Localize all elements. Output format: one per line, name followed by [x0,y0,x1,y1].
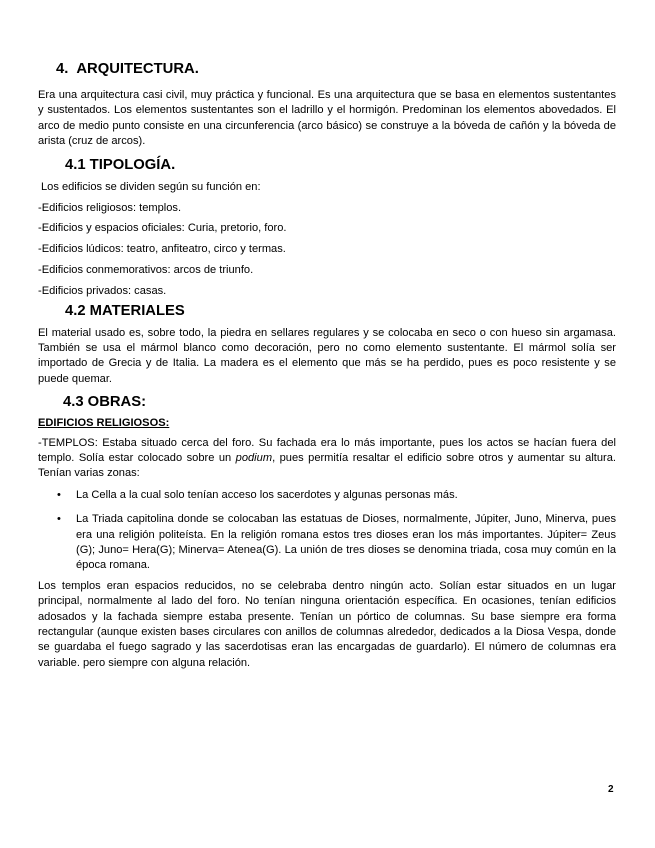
list-item-text: La Triada capitolina donde se colocaban las estatuas de Dioses, normalmente, Júpiter, Juno, Minerva, pues era una religión politeísta. En la religión romana estos tres dioses eran los más importantes. Júpiter= Zeus (G); Juno= Hera(G); Minerva= Atenea(G). La unión de tres dioses se denomina triada, cosa muy común en la época romana. [76,513,616,572]
materiales-paragraph: El material usado es, sobre todo, la piedra en sellares regulares y se colocaba en seco o con hueso sin argamasa. También se usa el mármol blanco como decoración, pero no como elemento sustentante. El mármol solía ser importado de Grecia y de Italia. La madera es el elemento que más se ha perdido, pues es poco resistente y se puede quemar. [38,326,616,385]
tipologia-item: -Edificios religiosos: templos. [38,201,182,214]
section-4-3-heading: 4.3 OBRAS: [63,394,147,411]
tipologia-intro: Los edificios se dividen según su función en: [41,180,261,193]
tipologia-item: -Edificios privados: casas. [38,285,167,298]
section-4-1-heading: 4.1 TIPOLOGÍA. [65,156,176,173]
zonas-list [38,488,616,574]
templos-text-end: , pues permitía resaltar el edificio sobre otros y aumentar su altura. Tenían varias zonas: [38,452,617,480]
document-page [38,60,616,671]
section-4-number: 4. [56,61,69,77]
bullet-icon: • [57,488,61,501]
templos-paragraph [38,436,616,482]
podium-term: podium [235,452,273,464]
edificios-religiosos-subheading: EDIFICIOS RELIGIOSOS: [38,417,170,430]
section-4-paragraph: Era una arquitectura casi civil, muy práctica y funcional. Es una arquitectura que se basa en elementos sustentantes y sustentados. Los elementos sustentantes son el ladrillo y el hormigón. Predominan los elementos abovedados. El arco de medio punto consiste en una circunferencia (arco básico) se construye a la bóveda de cañón y la bóveda de arista (cruz de arcos). [38,89,616,148]
templos-text-start: -TEMPLOS: Estaba situado cerca del foro. Su fachada era lo más importante, pues los actos se hacían fuera del templo. Solía estar colocado sobre un [38,436,616,464]
tipologia-item: -Edificios lúdicos: teatro, anfiteatro, circo y termas. [38,243,286,256]
section-4-2-heading: 4.2 MATERIALES [65,302,185,319]
tipologia-item: -Edificios y espacios oficiales: Curia, pretorio, foro. [38,222,287,235]
section-4-title: ARQUITECTURA. [76,61,199,77]
page-number: 2 [608,784,614,795]
list-item [38,488,616,503]
list-item-text: La Cella a la cual solo tenían acceso los sacerdotes y algunas personas más. [76,488,458,501]
bullet-icon: • [57,513,61,526]
tipologia-item: -Edificios conmemorativos: arcos de triunfo. [38,264,254,277]
templos-closing-paragraph: Los templos eran espacios reducidos, no se celebraba dentro ningún acto. Solían estar situados en un lugar principal, normalmente al lado del foro. No tenían ninguna orientación específica. En ocasiones, tenían edificios adosados y la fachada siempre estaba presente. Tenían un pórtico de columnas. Su base siempre era forma rectangular (aunque existen bases circulares con anillos de columnas alrededor, dedicados a la Diosa Vespa, donde se guardaba el fuego sagrado y las sacerdotisas eran las encargadas de guardarlo). El número de columnas era variable. pero siempre con alguna relación. [38,579,616,669]
section-4-heading [38,60,616,78]
list-item [38,512,616,574]
